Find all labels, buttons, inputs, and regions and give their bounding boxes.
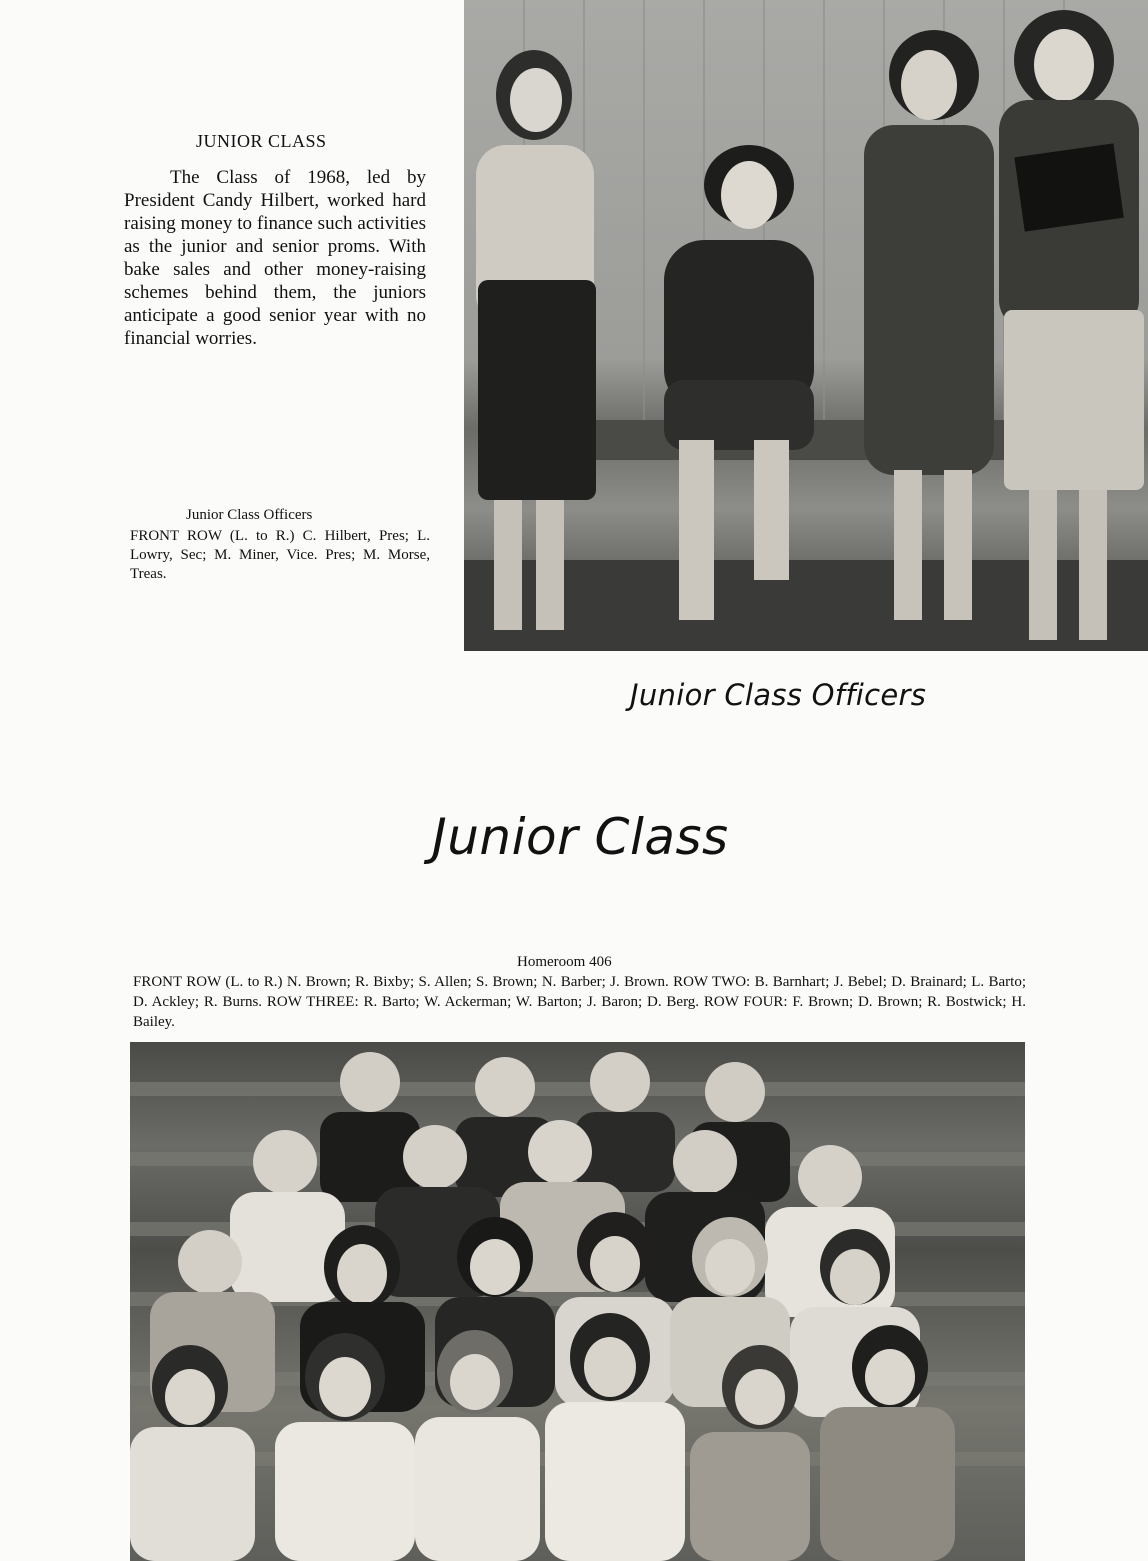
homeroom-caption: FRONT ROW (L. to R.) N. Brown; R. Bixby; S. Allen; S. Brown; N. Barber; J. Brown. ROW TWO: B. Barnhart; J. Bebel; D. Brainard; L. Barto; D. Ackley; R. Burns. ROW THREE: R. Barto; W. Ackerman; W. Barton; J. Baron; D. Berg. ROW FOUR: F. Brown; D. Brown; R. Bostwick; H. Bailey.	[133, 974, 1026, 1030]
intro-paragraph: The Class of 1968, led by President Candy Hilbert, worked hard raising money to finance such activities as the junior and senior proms. With bake sales and other money-raising schemes behind them, the juniors anticipate a good senior year with no financial worries.	[124, 167, 426, 349]
homeroom-photo	[130, 1042, 1025, 1561]
officers-caption-title: Junior Class Officers	[186, 507, 313, 523]
officers-photo	[464, 0, 1148, 651]
homeroom-photo-art	[130, 1042, 1025, 1561]
page-title: Junior Class	[432, 808, 729, 866]
homeroom-title: Homeroom 406	[517, 954, 612, 970]
section-heading: JUNIOR CLASS	[196, 131, 327, 151]
officers-caption-body: FRONT ROW (L. to R.) C. Hilbert, Pres; L. Lowry, Sec; M. Miner, Vice. Pres; M. Morse, Treas.	[130, 528, 430, 582]
officers-photo-art	[464, 0, 1148, 651]
officers-photo-title: Junior Class Officers	[630, 678, 927, 712]
